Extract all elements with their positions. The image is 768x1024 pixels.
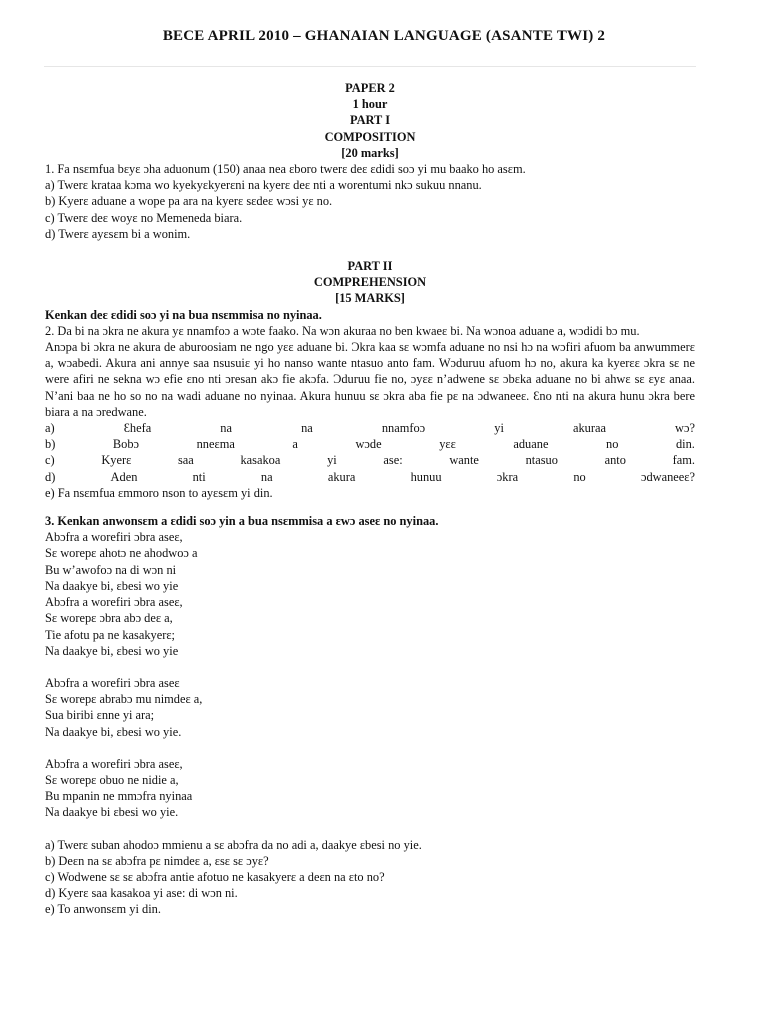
composition-questions [45, 161, 695, 242]
comprehension-marks: [15 MARKS] [335, 291, 405, 306]
question-word: kasakoa [240, 453, 281, 468]
poem-line: Tie afotu pa ne kasakyerɛ; [45, 627, 175, 642]
composition-line: d) Twerɛ ayɛsɛm bi a wonim. [45, 226, 191, 241]
poem-line: Abɔfra a worefiri ɔbra aseɛ, [45, 530, 183, 545]
poem-line: Abɔfra a worefiri ɔbra aseɛ, [45, 595, 183, 610]
question-word: Kyerɛ [101, 453, 132, 468]
poem-line: Sɛ worepɛ abrabɔ mu nimdeɛ a, [45, 692, 203, 707]
spacer [45, 242, 695, 258]
question-word: nneɛma [196, 437, 235, 452]
poem-stanza-3 [45, 756, 695, 821]
question-word: nnamfoɔ [381, 421, 426, 436]
poem-line: Sɛ worepɛ ɔbra abɔ deɛ a, [45, 611, 173, 626]
passage-paragraph-2: Anɔpa bi ɔkra ne akura de aburoosiam ne ngo yɛɛ aduane bi. Ɔkra kaa sɛ wɔmfa aduane no nsi hɔ na wɔfiri afuom ba anwummerɛ a, wɔabedi. Akura ani annye saa nsusuiɛ yi ho nanso wante ntasuo anto fam. Wɔduruu afuom hɔ no, akura ka kyerɛɛ ɔkra sɛ ne were afiri ne sekna wɔ efie ɛno nti ɔresan akɔ fie akɔfa. Ɔduruu fie no, ɔyɛɛ n’adwene sɛ ɔbɛka aduane no bi ahwɛ sɛ ɛyɛ anaa. N’ani baa ne ho so no na wadi aduane no nyinaa. Akura hunuu sɛ ɔkra aba fie pɛ na ɔdwaneeɛ. Ɛno nti na akura hunu ɔkra bere biara a na ɔredwane. [45, 340, 695, 419]
poem-question: d) Kyerɛ saa kasakoa yi ase: di wɔn ni. [45, 886, 238, 901]
poem-line: Bu mpanin ne mmɔfra nyinaa [45, 789, 193, 804]
passage-paragraph-1: 2. Da bi na ɔkra ne akura yɛ nnamfoɔ a wɔte faako. Na wɔn akuraa no ben kwaeɛ bi. Na wɔnoa aduane a, wɔdidi bɔ mu. [45, 323, 640, 338]
composition-line: a) Twerɛ krataa kɔma wo kyekyɛkyerɛni na kyerɛ deɛ nti a worentumi nkɔ sukuu nnanu. [45, 178, 482, 193]
poem-line: Na daakye bi, ɛbesi wo yie. [45, 724, 182, 739]
poem-question: e) To anwonsɛm yi din. [45, 902, 161, 917]
question-word: akuraa [572, 421, 606, 436]
document-body [45, 80, 695, 918]
spacer [45, 659, 695, 675]
poem-line: Sɛ worepɛ obuo ne nidie a, [45, 772, 179, 787]
spacer [45, 740, 695, 756]
composition-title: COMPOSITION [324, 129, 416, 144]
question-word: ɔdwaneeɛ? [640, 469, 695, 484]
question-word: yi [327, 453, 337, 468]
question-word: na [260, 469, 273, 484]
poem-questions [45, 837, 695, 918]
question-word: wɔde [355, 437, 382, 452]
question-word: a [292, 437, 298, 452]
question-row-d [45, 469, 695, 485]
poem-stanza-2 [45, 675, 695, 740]
poem-instruction: 3. Kenkan anwonsɛm a ɛdidi soɔ yin a bua nsɛmmisa a ɛwɔ aseɛ no nyinaa. [45, 514, 439, 529]
comprehension-questions [45, 420, 695, 501]
poem-line: Abɔfra a worefiri ɔbra aseɛ [45, 675, 180, 690]
question-label: b) [45, 437, 56, 452]
poem-question: a) Twerɛ suban ahodoɔ mmienu a sɛ abɔfra da no adi a, daakye ɛbesi no yie. [45, 837, 422, 852]
poem-question: c) Wodwene sɛ sɛ abɔfra antie afotuo ne kasakyerɛ a deɛn na ɛto no? [45, 869, 385, 884]
paper-duration: 1 hour [352, 97, 388, 112]
question-word: din. [675, 437, 695, 452]
question-word: no [606, 437, 619, 452]
paper-title: PAPER 2 [345, 81, 395, 95]
composition-line: b) Kyerɛ aduane a wope pa ara na kyerɛ sɛdeɛ wɔsi yɛ no. [45, 194, 333, 209]
question-word: fam. [672, 453, 695, 468]
poem-question: b) Deɛn na sɛ abɔfra pɛ nimdeɛ a, ɛsɛ sɛ ɔyɛ? [45, 853, 269, 868]
question-word: na [301, 421, 313, 436]
question-word: aduane [513, 437, 549, 452]
question-word: ase: [383, 453, 403, 468]
question-word: akura [327, 469, 356, 484]
question-word: wɔ? [675, 421, 695, 436]
question-row-c [45, 452, 695, 468]
question-word: anto [604, 453, 626, 468]
question-word: Bobɔ [112, 437, 140, 452]
part2-headings [45, 258, 695, 307]
question-word: no [573, 469, 586, 484]
part1-title: PART I [349, 113, 391, 128]
question-row-a [45, 420, 695, 436]
question-word: hunuu [410, 469, 442, 484]
document-header: BECE APRIL 2010 – GHANAIAN LANGUAGE (ASANTE TWI) 2 [162, 28, 606, 44]
comprehension-title: COMPREHENSION [313, 275, 427, 290]
question-label: d) [45, 469, 56, 484]
composition-marks: [20 marks] [341, 145, 399, 160]
question-word: Aden [110, 469, 138, 484]
question-word: ɔkra [496, 469, 519, 484]
question-word: yɛɛ [439, 437, 456, 452]
poem-line: Sɛ worepɛ ahotɔ ne ahodwoɔ a [45, 546, 198, 561]
question-label: a) [45, 421, 55, 436]
spacer [45, 821, 695, 837]
question-e: e) Fa nsɛmfua ɛmmoro nson to ayɛsɛm yi din. [45, 485, 273, 500]
question-word: Ɛhefa [123, 421, 152, 436]
question-word: na [220, 421, 232, 436]
question-label: c) [45, 453, 55, 468]
question-word: nti [192, 469, 206, 484]
poem-line: Na daakye bi, ɛbesi wo yie [45, 578, 179, 593]
question-word: wante [449, 453, 479, 468]
question-word: yi [494, 421, 504, 436]
question-word: ntasuo [525, 453, 558, 468]
composition-line: 1. Fa nsɛmfua bɛyɛ ɔha aduonum (150) anaa nea ɛboro twerɛ deɛ ɛdidi soɔ yi mu baako ho asɛm. [45, 162, 526, 177]
poem-line: Na daakye bi ɛbesi wo yie. [45, 805, 179, 820]
part1-headings [45, 80, 695, 161]
composition-line: c) Twerɛ deɛ woyɛ no Memeneda biara. [45, 210, 243, 225]
comprehension-instruction: Kenkan deɛ ɛdidi soɔ yi na bua nsɛmmisa no nyinaa. [45, 307, 322, 322]
poem-line: Na daakye bi, ɛbesi wo yie [45, 643, 179, 658]
poem-stanza-1 [45, 529, 695, 659]
poem-line: Sua biribi ɛnne yi ara; [45, 708, 155, 723]
question-word: saa [177, 453, 194, 468]
poem-line: Abɔfra a worefiri ɔbra aseɛ, [45, 756, 183, 771]
spacer [45, 501, 695, 513]
part2-title: PART II [347, 259, 393, 274]
header-divider [44, 66, 696, 67]
question-row-b [45, 436, 695, 452]
poem-line: Bu w’awofoɔ na di wɔn ni [45, 562, 177, 577]
